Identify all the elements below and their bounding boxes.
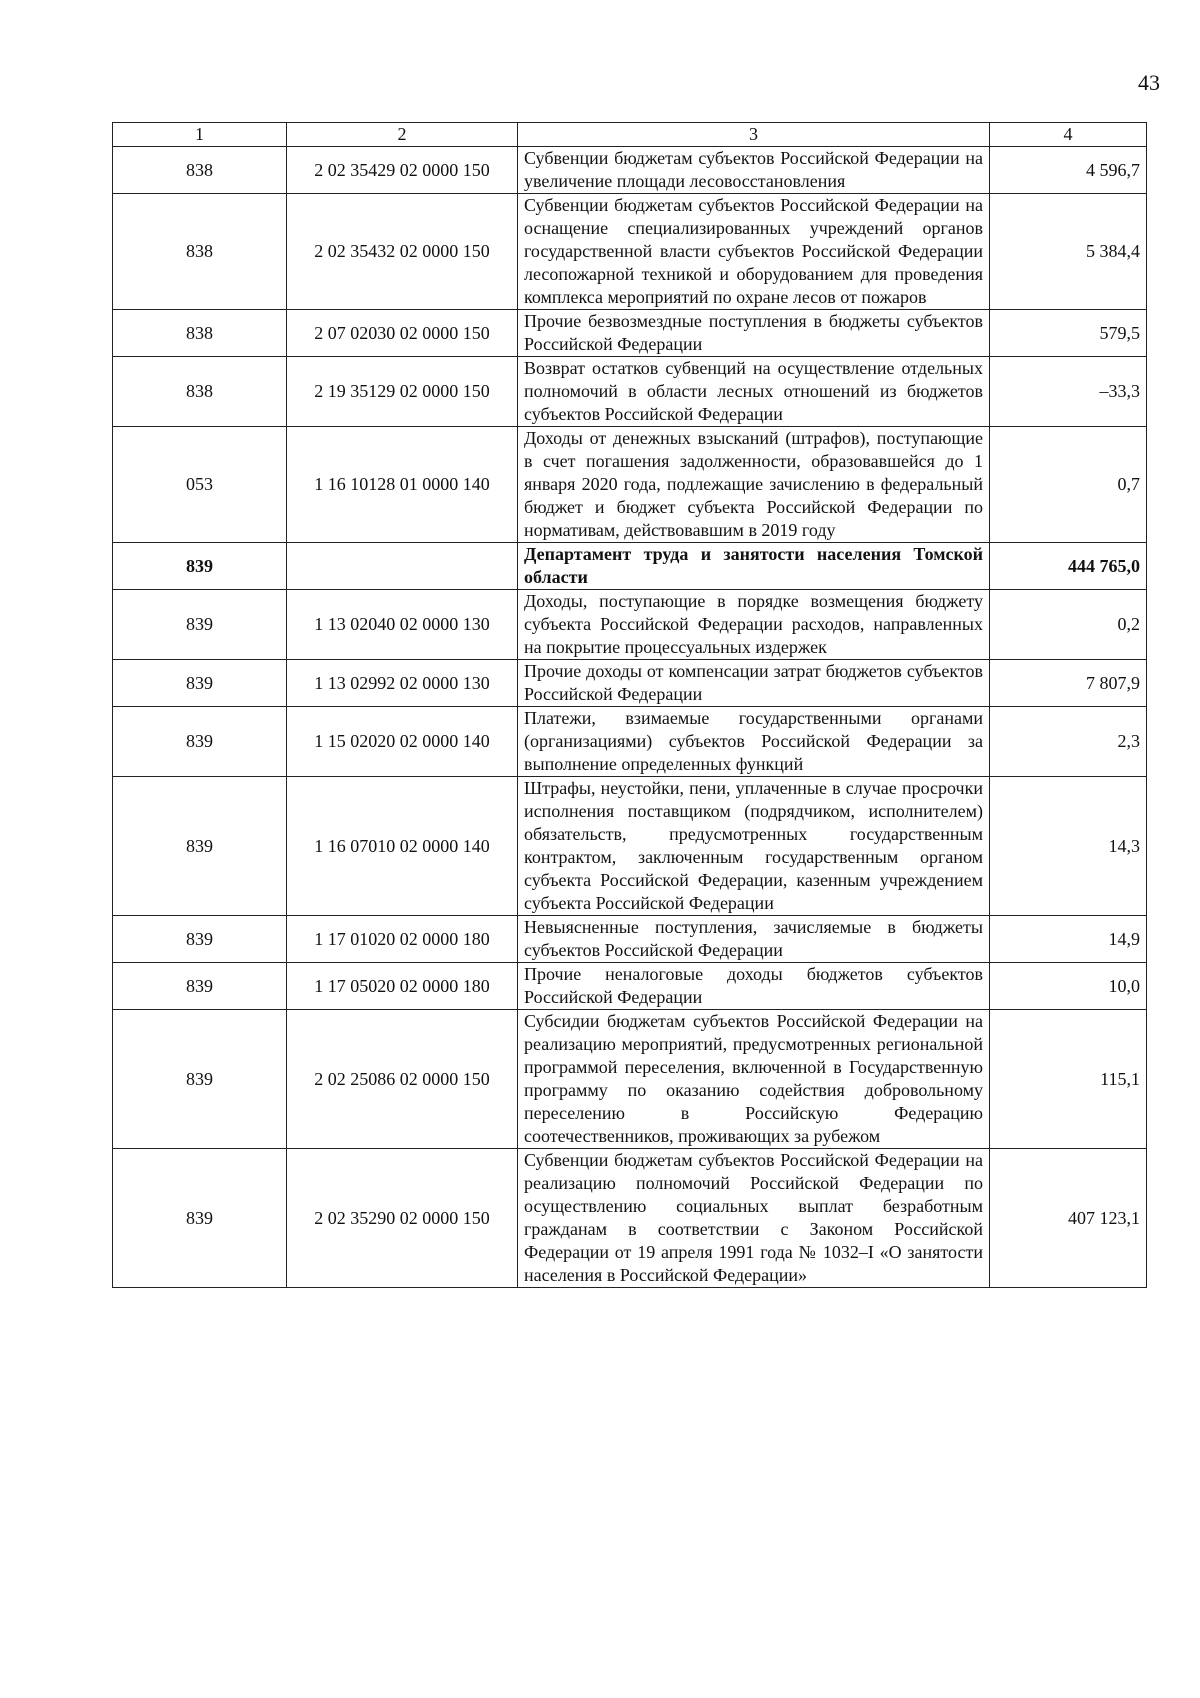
page-number: 43 — [1138, 70, 1160, 95]
budget-code-cell: 2 02 25086 02 0000 150 — [287, 1010, 518, 1149]
description-cell: Платежи, взимаемые государственными органами (организациями) субъектов Российской Федерации за выполнение определенных функций — [518, 707, 990, 777]
table-header-row — [113, 123, 1147, 147]
table-row — [113, 660, 1147, 707]
amount-cell: 0,7 — [990, 427, 1147, 543]
admin-code-cell: 838 — [113, 147, 287, 194]
budget-code-cell: 1 13 02040 02 0000 130 — [287, 590, 518, 660]
description-cell: Субсидии бюджетам субъектов Российской Федерации на реализацию мероприятий, предусмотренных региональной программой переселения, включенной в Государственную программу по оказанию содействия добровольному переселению в Российскую Федерацию соотечественников, проживающих за рубежом — [518, 1010, 990, 1149]
budget-code-cell: 1 17 05020 02 0000 180 — [287, 963, 518, 1010]
budget-code-cell: 1 16 10128 01 0000 140 — [287, 427, 518, 543]
budget-code-cell: 1 16 07010 02 0000 140 — [287, 777, 518, 916]
amount-cell: 5 384,4 — [990, 194, 1147, 310]
description-cell: Субвенции бюджетам субъектов Российской Федерации на увеличение площади лесовосстановления — [518, 147, 990, 194]
amount-cell: 7 807,9 — [990, 660, 1147, 707]
budget-code-cell: 1 15 02020 02 0000 140 — [287, 707, 518, 777]
table-row — [113, 963, 1147, 1010]
budget-code-cell: 2 02 35290 02 0000 150 — [287, 1149, 518, 1288]
budget-code-cell: 2 19 35129 02 0000 150 — [287, 357, 518, 427]
amount-cell: 14,3 — [990, 777, 1147, 916]
budget-revenue-table — [112, 122, 1147, 1288]
description-cell: Невыясненные поступления, зачисляемые в бюджеты субъектов Российской Федерации — [518, 916, 990, 963]
admin-code-cell: 838 — [113, 194, 287, 310]
budget-code-cell — [287, 543, 518, 590]
column-header: 3 — [518, 123, 990, 147]
budget-code-cell: 1 13 02992 02 0000 130 — [287, 660, 518, 707]
amount-cell: 10,0 — [990, 963, 1147, 1010]
column-header: 1 — [113, 123, 287, 147]
admin-code-cell: 838 — [113, 357, 287, 427]
admin-code-cell: 053 — [113, 427, 287, 543]
admin-code-cell: 839 — [113, 1010, 287, 1149]
amount-cell: 444 765,0 — [990, 543, 1147, 590]
admin-code-cell: 839 — [113, 660, 287, 707]
admin-code-cell: 839 — [113, 543, 287, 590]
table-row — [113, 777, 1147, 916]
description-cell: Штрафы, неустойки, пени, уплаченные в случае просрочки исполнения поставщиком (подрядчиком, исполнителем) обязательств, предусмотренных государственным контрактом, заключенным государственным органом субъекта Российской Федерации, казенным учреждением субъекта Российской Федерации — [518, 777, 990, 916]
admin-code-cell: 838 — [113, 310, 287, 357]
description-cell: Прочие безвозмездные поступления в бюджеты субъектов Российской Федерации — [518, 310, 990, 357]
description-cell: Субвенции бюджетам субъектов Российской Федерации на оснащение специализированных учреждений органов государственной власти субъектов Российской Федерации лесопожарной техникой и оборудованием для проведения комплекса мероприятий по охране лесов от пожаров — [518, 194, 990, 310]
description-cell: Доходы от денежных взысканий (штрафов), поступающие в счет погашения задолженности, образовавшейся до 1 января 2020 года, подлежащие зачислению в федеральный бюджет и бюджет субъекта Российской Федерации по нормативам, действовавшим в 2019 году — [518, 427, 990, 543]
column-header: 4 — [990, 123, 1147, 147]
description-cell: Прочие неналоговые доходы бюджетов субъектов Российской Федерации — [518, 963, 990, 1010]
amount-cell: 0,2 — [990, 590, 1147, 660]
table-row — [113, 590, 1147, 660]
amount-cell: 14,9 — [990, 916, 1147, 963]
table-row — [113, 1010, 1147, 1149]
budget-code-cell: 1 17 01020 02 0000 180 — [287, 916, 518, 963]
description-cell: Возврат остатков субвенций на осуществление отдельных полномочий в области лесных отношений из бюджетов субъектов Российской Федерации — [518, 357, 990, 427]
budget-code-cell: 2 02 35429 02 0000 150 — [287, 147, 518, 194]
amount-cell: 579,5 — [990, 310, 1147, 357]
table-row — [113, 147, 1147, 194]
admin-code-cell: 839 — [113, 1149, 287, 1288]
table-row — [113, 707, 1147, 777]
description-cell: Департамент труда и занятости населения Томской области — [518, 543, 990, 590]
table-row — [113, 357, 1147, 427]
table-body — [113, 147, 1147, 1288]
table-row — [113, 1149, 1147, 1288]
table-row — [113, 310, 1147, 357]
table-row — [113, 427, 1147, 543]
amount-cell: 2,3 — [990, 707, 1147, 777]
table-row — [113, 194, 1147, 310]
amount-cell: –33,3 — [990, 357, 1147, 427]
admin-code-cell: 839 — [113, 916, 287, 963]
table-row — [113, 916, 1147, 963]
table-row-section — [113, 543, 1147, 590]
description-cell: Прочие доходы от компенсации затрат бюджетов субъектов Российской Федерации — [518, 660, 990, 707]
description-cell: Субвенции бюджетам субъектов Российской Федерации на реализацию полномочий Российской Федерации по осуществлению социальных выплат безработным гражданам в соответствии с Законом Российской Федерации от 19 апреля 1991 года № 1032–I «О занятости населения в Российской Федерации» — [518, 1149, 990, 1288]
budget-code-cell: 2 07 02030 02 0000 150 — [287, 310, 518, 357]
admin-code-cell: 839 — [113, 777, 287, 916]
budget-code-cell: 2 02 35432 02 0000 150 — [287, 194, 518, 310]
description-cell: Доходы, поступающие в порядке возмещения бюджету субъекта Российской Федерации расходов, направленных на покрытие процессуальных издержек — [518, 590, 990, 660]
amount-cell: 115,1 — [990, 1010, 1147, 1149]
admin-code-cell: 839 — [113, 590, 287, 660]
column-header: 2 — [287, 123, 518, 147]
admin-code-cell: 839 — [113, 963, 287, 1010]
amount-cell: 4 596,7 — [990, 147, 1147, 194]
admin-code-cell: 839 — [113, 707, 287, 777]
amount-cell: 407 123,1 — [990, 1149, 1147, 1288]
